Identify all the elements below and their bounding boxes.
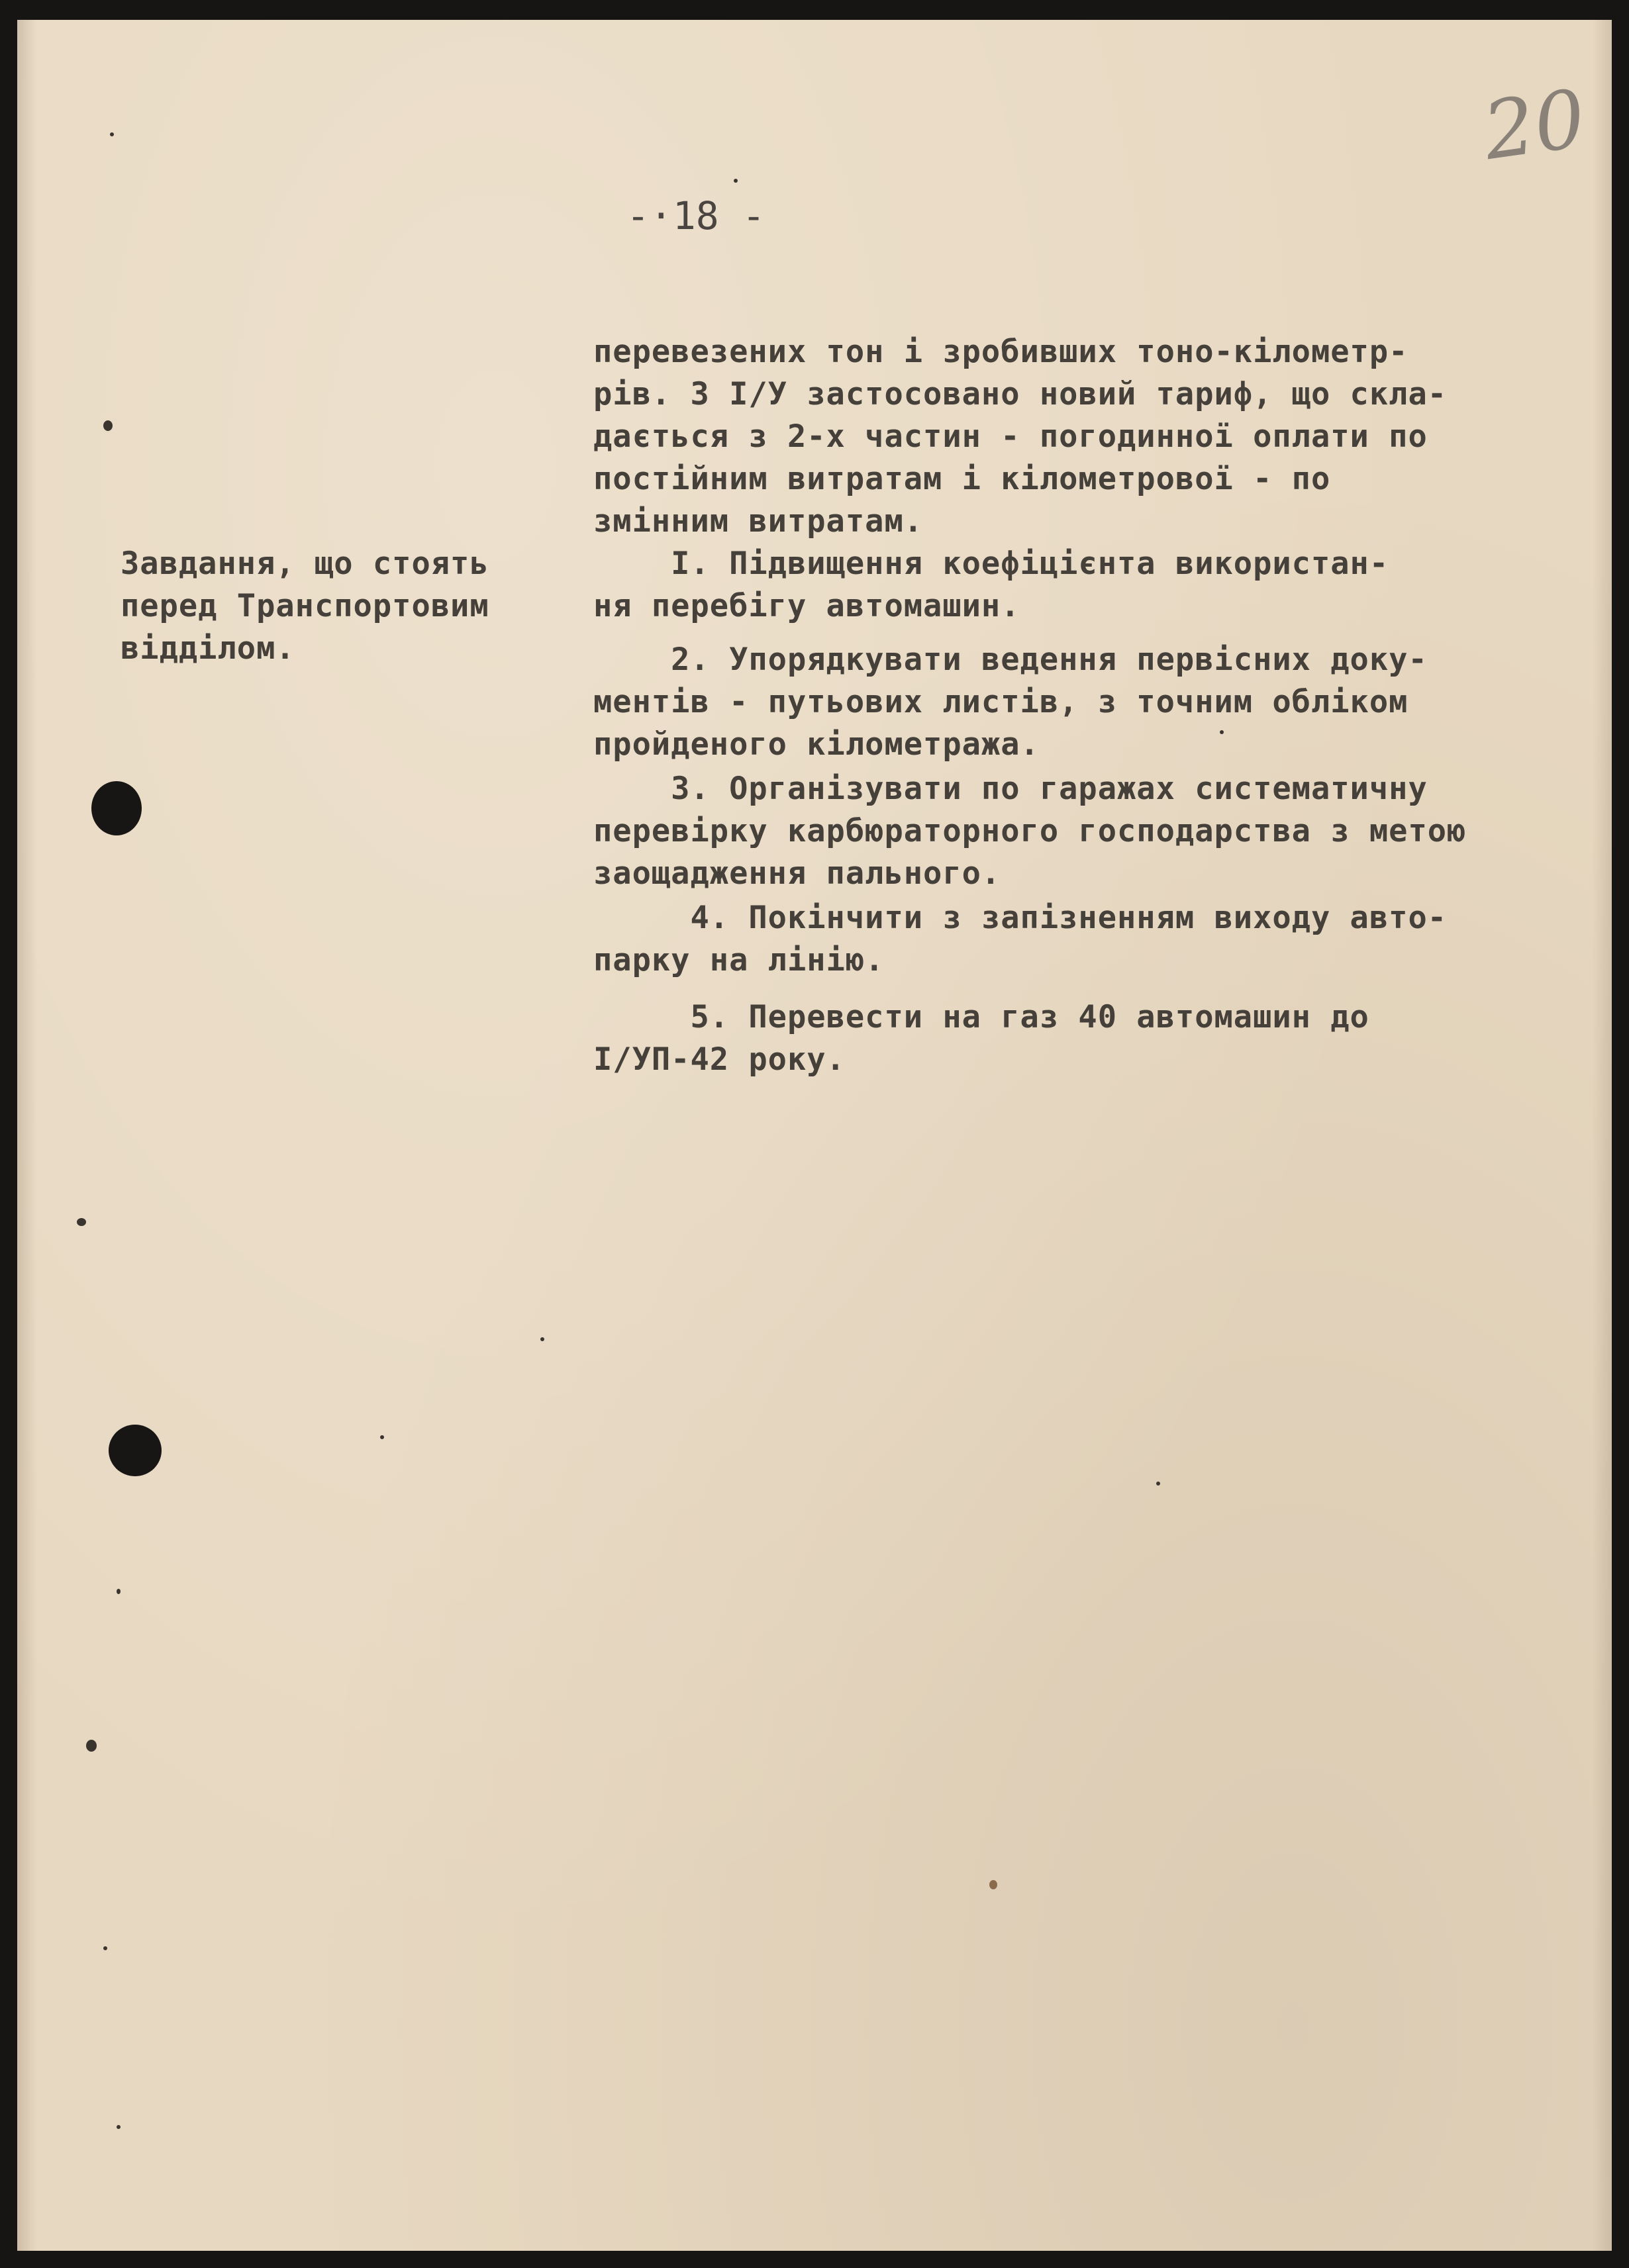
right-edge-shadow xyxy=(1592,20,1612,2251)
paper-speck xyxy=(117,1589,121,1594)
paper-speck xyxy=(117,2125,121,2129)
paragraph-task-2: 2. Упорядкувати ведення первісних доку- ментів - путьових листів, з точним обліком пройденого кілометража. xyxy=(593,641,1428,763)
binding-hole-lower xyxy=(109,1425,162,1476)
paper-speck xyxy=(380,1435,384,1439)
paper-speck xyxy=(989,1880,997,1889)
paper-speck xyxy=(734,179,738,183)
paper-speck xyxy=(1220,730,1224,734)
paper-speck xyxy=(103,420,113,431)
paper-speck xyxy=(110,132,114,136)
paper-speck xyxy=(103,1946,107,1950)
paragraph-task-3: 3. Організувати по гаражах систематичну перевірку карбюраторного господарства з метою заощадження пального. xyxy=(593,771,1467,892)
paragraph-task-4: 4. Покінчити з запізненням виходу авто- парку на лінію. xyxy=(593,900,1448,978)
paper-speck xyxy=(540,1337,544,1341)
paragraph-task-5: 5. Перевести на газ 40 автомашин до І/УП-42 року. xyxy=(593,999,1369,1078)
document-page xyxy=(17,20,1612,2251)
paragraph-task-1: І. Підвищення коефіцієнта використан- ня перебігу автомашин. xyxy=(593,545,1389,624)
paper-speck xyxy=(86,1740,97,1752)
paper-speck xyxy=(1156,1482,1160,1486)
paper-speck xyxy=(77,1218,86,1226)
left-edge-shadow xyxy=(17,20,37,2251)
page-number: -·18 - xyxy=(626,193,765,238)
binding-hole-upper xyxy=(91,781,142,835)
archive-page-number: 20 xyxy=(1478,73,1591,178)
sidebar-note: Завдання, що стоять перед Транспортовим відділом. xyxy=(121,545,489,667)
paragraph-continuation: перевезених тон і зробивших тоно-кілометр- рів. З І/У застосовано новий тариф, що скла- дається з 2-х частин - погодинної оплати по постійним витратам і кілометрової - по змінним витратам. xyxy=(593,334,1448,540)
